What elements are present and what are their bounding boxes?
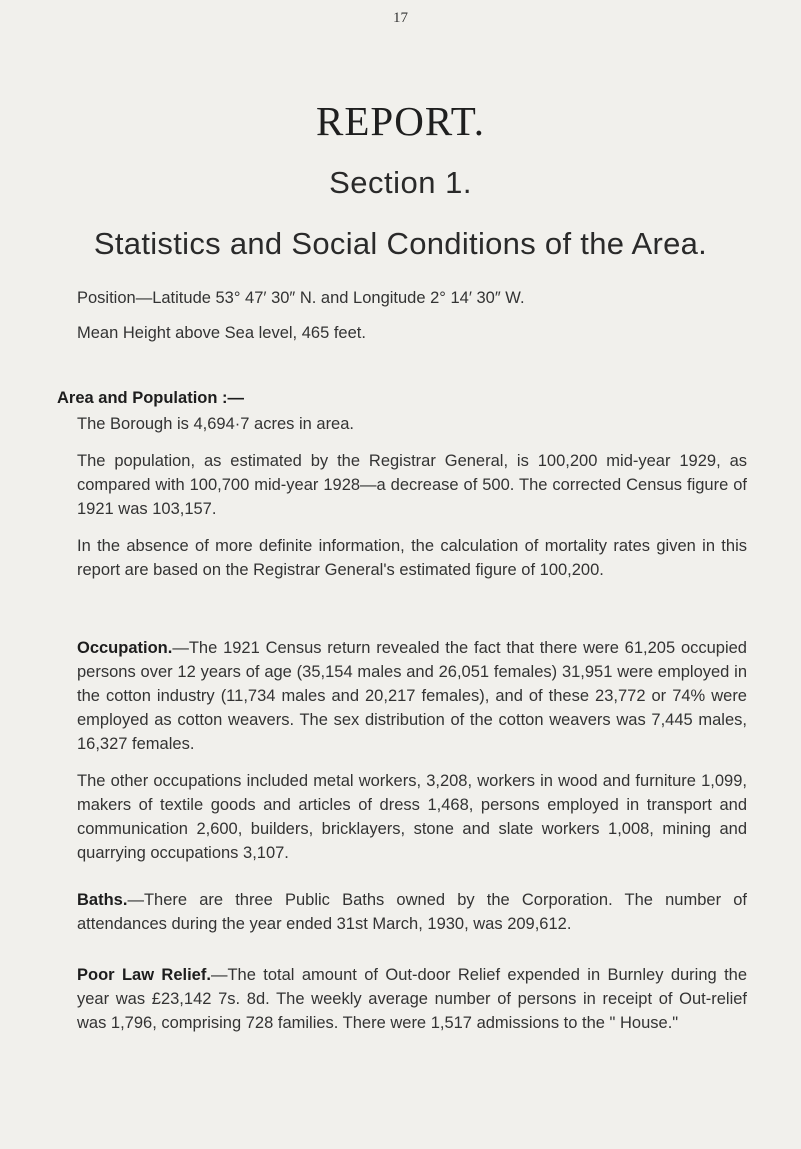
location-block bbox=[57, 286, 747, 345]
occupation-paragraph bbox=[57, 636, 747, 756]
population-paragraph: The population, as estimated by the Registrar General, is 100,200 mid-year 1929, as compared with 100,700 mid-year 1928—a decrease of 500. The corrected Census figure of 1921 was 103,157. bbox=[77, 452, 747, 518]
poor-law-block bbox=[57, 963, 747, 1035]
report-title: REPORT. bbox=[316, 98, 485, 144]
page-number: 17 bbox=[393, 10, 408, 26]
poor-law-paragraph bbox=[57, 963, 747, 1035]
area-paragraph: The Borough is 4,694·7 acres in area. bbox=[77, 415, 354, 433]
section-title: Section 1. bbox=[329, 165, 472, 200]
baths-paragraph bbox=[57, 888, 747, 936]
poor-law-text: —The total amount of Out-door Relief expended in Burnley during the year was £23,142 7s. 8d. The weekly average number of persons in receipt of Out-relief was 1,796, comprising 728 families. There were 1,517 admissions to the " House." bbox=[77, 966, 748, 1032]
occupation-heading: Occupation. bbox=[77, 639, 173, 657]
baths-heading: Baths. bbox=[77, 891, 128, 909]
area-population-heading: Area and Population :— bbox=[57, 389, 245, 407]
baths-text: —There are three Public Baths owned by the Corporation. The number of attendances during the year ended 31st March, 1930, was 209,612. bbox=[77, 891, 747, 933]
occupation-text: —The 1921 Census return revealed the fact that there were 61,205 occupied persons over 12 years of age (35,154 males and 26,051 females) 31,951 were employed in the cotton industry (11,734 males and 20,217 females), and of these 23,772 or 74% were employed as cotton weavers. The sex distribution of the cotton weavers was 7,445 males, 16,327 females. bbox=[77, 639, 747, 753]
mortality-paragraph: In the absence of more definite information, the calculation of mortality rates given in this report are based on the Registrar General's estimated figure of 100,200. bbox=[77, 537, 747, 579]
baths-block bbox=[57, 888, 747, 936]
height-line: Mean Height above Sea level, 465 feet. bbox=[77, 324, 366, 342]
section-subtitle: Statistics and Social Conditions of the Area. bbox=[93, 226, 708, 261]
area-population-block bbox=[57, 386, 747, 582]
position-line: Position—Latitude 53° 47′ 30″ N. and Longitude 2° 14′ 30″ W. bbox=[77, 289, 525, 307]
poor-law-heading: Poor Law Relief. bbox=[77, 966, 211, 984]
occupation-block bbox=[57, 636, 747, 865]
other-occupations-paragraph: The other occupations included metal workers, 3,208, workers in wood and furniture 1,099, makers of textile goods and articles of dress 1,468, persons employed in transport and communication 2,600, builders, bricklayers, stone and slate workers 1,008, mining and quarrying occupations 3,107. bbox=[77, 772, 747, 862]
